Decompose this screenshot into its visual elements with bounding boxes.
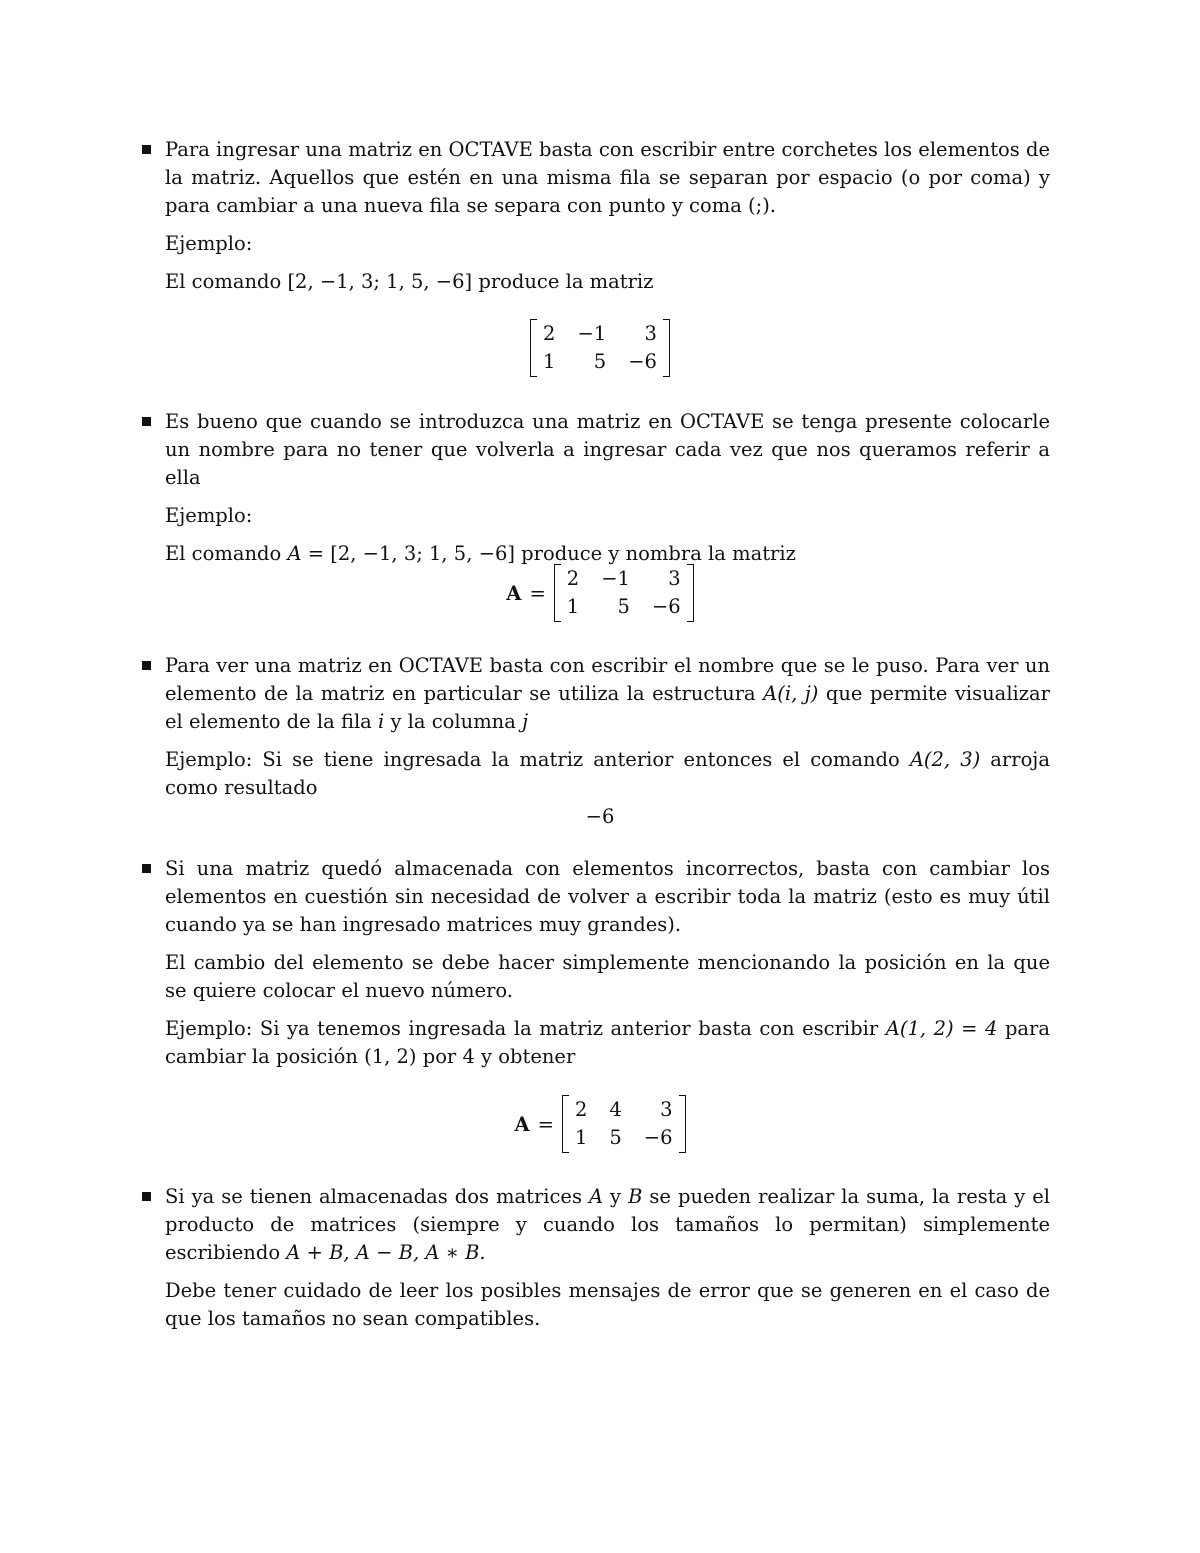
matrix-grid [537, 320, 663, 376]
matrix-cell: 2 [543, 322, 556, 345]
matrix-cell: 5 [593, 350, 607, 373]
paragraph: Para ingresar una matriz en OCTAVE basta con escribir entre corchetes los elementos de la matriz. Aquellos que estén en una misma fila se separan por espacio (o por coma) y para cambiar a una nueva fila se separa con punto y coma (;). [165, 138, 1050, 217]
right-bracket [663, 319, 670, 377]
matrix-name: A [514, 1112, 530, 1136]
matrix-cell: 2 [574, 1098, 588, 1121]
bullet-square-icon [142, 417, 151, 426]
matrix-cell: 3 [668, 567, 681, 590]
matrix-cell: 1 [543, 350, 556, 373]
bullet-square-icon [142, 145, 151, 154]
paragraph: Para ver una matriz en OCTAVE basta con escribir el nombre que se le puso. Para ver un elemento de la matriz en particular se utiliza la estructura A(i, j) que permite visualizar el elemento de la fila i y la columna j [165, 654, 1051, 733]
right-bracket [687, 564, 694, 622]
paragraph: Es bueno que cuando se introduzca una matriz en OCTAVE se tenga presente colocarle un nombre para no tener que volverla a ingresar cada vez que nos queramos referir a ella [165, 410, 1050, 489]
bullet-square-icon [142, 661, 151, 670]
bullet-item-3 [165, 652, 1050, 802]
matrix-grid [569, 1096, 679, 1152]
bullet-item-4 [165, 855, 1050, 1071]
matrix-cell: 1 [574, 1126, 588, 1149]
result-value: −6 [585, 805, 615, 828]
paragraph: Debe tener cuidado de leer los posibles mensajes de error que se generen en el caso de que los tamaños no sean compatibles. [165, 1279, 1050, 1330]
matrix-cell: 5 [617, 595, 630, 618]
paragraph: Ejemplo: Si se tiene ingresada la matriz anterior entonces el comando A(2, 3) arroja como resultado [165, 748, 1050, 799]
matrix-display-1 [0, 319, 1200, 377]
command-text: = [2, −1, 3; 1, 5, −6] [301, 542, 515, 565]
bullet-square-icon [142, 1192, 151, 1201]
matrix-cell: −1 [577, 322, 607, 345]
matrix-cell: 5 [609, 1126, 622, 1149]
matrix-cell: 4 [609, 1098, 622, 1121]
matrix-cell: −1 [601, 567, 630, 590]
left-bracket [554, 564, 561, 622]
matrix-cell: −6 [643, 1126, 673, 1149]
command-line: El comando [2, −1, 3; 1, 5, −6] produce la matriz [165, 270, 654, 293]
command-text: [2, −1, 3; 1, 5, −6] [287, 270, 473, 293]
right-bracket [679, 1095, 686, 1153]
matrix-cell: 3 [644, 322, 657, 345]
matrix-cell: 1 [566, 595, 580, 618]
matrix-cell: −6 [651, 595, 681, 618]
matrix-cell: −6 [628, 350, 657, 373]
equals-sign: = [529, 581, 546, 605]
matrix-cell: 2 [566, 567, 580, 590]
math-variable: A [287, 542, 302, 565]
example-label: Ejemplo: [165, 232, 253, 255]
paragraph: Ejemplo: Si ya tenemos ingresada la matriz anterior basta con escribir A(1, 2) = 4 para cambiar la posición (1, 2) por 4 y obtener [165, 1017, 1050, 1068]
matrix-grid [561, 565, 687, 621]
paragraph: Si ya se tienen almacenadas dos matrices A y B se pueden realizar la suma, la resta y el producto de matrices (siempre y cuando los tamaños lo permitan) simplemente escribiendo A + B, A − B, A ∗ B. [165, 1185, 1050, 1264]
bullet-item-5 [165, 1183, 1050, 1333]
bullet-item-2 [165, 408, 1050, 568]
command-line: El comando A = [2, −1, 3; 1, 5, −6] produce y nombra la matriz [165, 542, 796, 565]
matrix-display-3 [0, 1095, 1200, 1153]
paragraph: El cambio del elemento se debe hacer simplemente mencionando la posición en la que se quiere colocar el nuevo número. [165, 951, 1050, 1002]
equals-sign: = [537, 1112, 554, 1136]
left-bracket [562, 1095, 569, 1153]
matrix-cell: 3 [660, 1098, 673, 1121]
paragraph: Si una matriz quedó almacenada con elementos incorrectos, basta con cambiar los elementos en cuestión sin necesidad de volver a escribir toda la matriz (esto es muy útil cuando ya se han ingresado matrices muy grandes). [165, 857, 1050, 936]
left-bracket [530, 319, 537, 377]
matrix-name: A [506, 581, 522, 605]
bullet-item-1 [165, 136, 1050, 296]
bullet-square-icon [142, 864, 151, 873]
matrix-display-2 [0, 564, 1200, 622]
example-label: Ejemplo: [165, 504, 253, 527]
